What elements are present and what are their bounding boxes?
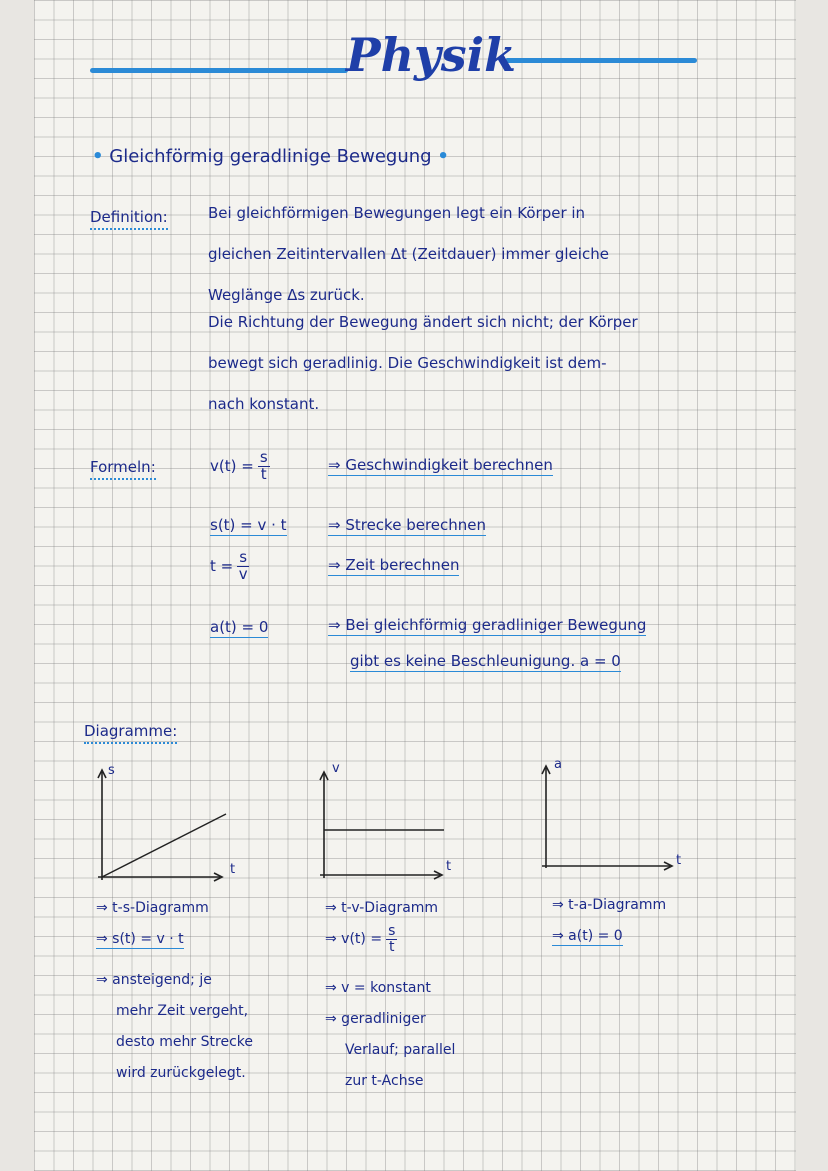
note-line: ⇒ geradliniger <box>325 1011 426 1028</box>
formula-acceleration-desc <box>328 616 646 634</box>
note-line: ⇒ ansteigend; je <box>96 972 212 988</box>
title-rule-left <box>90 68 348 73</box>
fraction <box>237 550 249 583</box>
note-text: ⇒ a(t) = 0 <box>552 928 623 944</box>
fraction <box>258 450 270 483</box>
note-line <box>325 924 455 955</box>
definition-line: Die Richtung der Bewegung ändert sich nicht; der Körper <box>208 313 638 331</box>
formula-distance-desc <box>328 516 486 534</box>
formula-acceleration-desc2 <box>350 652 621 670</box>
formula-velocity-desc <box>328 456 553 474</box>
y-axis-label: s <box>108 763 115 778</box>
bullet-dot: • <box>437 146 449 167</box>
note-text: ⇒ v(t) = <box>325 931 383 948</box>
s-t-diagram <box>90 760 250 890</box>
formula-acceleration <box>210 618 268 636</box>
y-axis-label: v <box>332 761 340 776</box>
x-axis-label: t <box>676 853 682 868</box>
note-line: ⇒ t-s-Diagramm <box>96 900 209 916</box>
x-axis-label: t <box>230 862 236 877</box>
formula-lhs: t = <box>210 556 234 575</box>
note-line: Verlauf; parallel <box>345 1042 456 1059</box>
fraction-den: t <box>260 464 267 483</box>
a-t-diagram <box>532 756 702 886</box>
page-title: Physik <box>346 28 517 82</box>
x-axis-label: t <box>446 859 452 874</box>
section-heading-text: Gleichförmig geradlinige Bewegung <box>109 146 432 167</box>
note-line: ⇒ v = konstant <box>325 980 431 997</box>
fraction-num: s <box>239 548 248 566</box>
formula-time-desc <box>328 556 459 574</box>
definition-line: nach konstant. <box>208 395 320 413</box>
line-graph <box>102 814 226 877</box>
fraction-den: v <box>238 564 248 583</box>
s-t-notes <box>96 893 253 1089</box>
definition-text <box>208 193 638 425</box>
formulas-label: Formeln: <box>90 458 156 480</box>
note-line: ⇒ t-v-Diagramm <box>325 900 439 916</box>
note-line: zur t-Achse <box>345 1073 424 1090</box>
formula-desc: ⇒ Geschwindigkeit berechnen <box>328 456 553 474</box>
formula-lhs: s(t) = v · t <box>210 516 287 534</box>
section-heading <box>92 146 449 167</box>
bullet-dot: • <box>92 146 104 167</box>
formula-desc: gibt es keine Beschleunigung. a = 0 <box>350 652 621 670</box>
formula-desc: ⇒ Bei gleichförmig geradliniger Bewegung <box>328 616 647 634</box>
diagrams-label: Diagramme: <box>84 722 177 744</box>
note-line: wird zurückgelegt. <box>116 1065 246 1081</box>
fraction <box>386 924 397 954</box>
note-line: mehr Zeit vergeht, <box>116 1003 249 1019</box>
definition-label: Definition: <box>90 208 168 230</box>
note-line <box>552 921 666 952</box>
definition-line: Bei gleichförmigen Bewegungen legt ein Körper in <box>208 204 586 222</box>
v-t-diagram <box>312 760 472 890</box>
fraction-num: s <box>259 448 268 466</box>
formula-lhs: a(t) = 0 <box>210 618 269 636</box>
a-t-notes <box>552 890 666 952</box>
definition-line: bewegt sich geradlinig. Die Geschwindigkeit ist dem- <box>208 354 607 372</box>
y-axis-label: a <box>554 757 562 772</box>
formula-distance <box>210 516 287 534</box>
formula-time <box>210 550 249 583</box>
formula-desc: ⇒ Strecke berechnen <box>328 516 487 534</box>
fraction-den: t <box>388 938 395 955</box>
formula-velocity <box>210 450 270 483</box>
title-rule-right <box>505 58 697 63</box>
definition-line: gleichen Zeitintervallen Δt (Zeitdauer) immer gleiche <box>208 245 609 263</box>
note-line: ⇒ t-a-Diagramm <box>552 897 667 913</box>
definition-line: Weglänge Δs zurück. <box>208 286 365 304</box>
note-line: desto mehr Strecke <box>116 1034 253 1050</box>
formula-lhs: v(t) = <box>210 456 254 475</box>
note-line <box>96 924 253 955</box>
note-text: ⇒ s(t) = v · t <box>96 931 184 947</box>
v-t-notes <box>325 893 455 1097</box>
fraction-num: s <box>388 923 396 939</box>
formula-desc: ⇒ Zeit berechnen <box>328 556 460 574</box>
